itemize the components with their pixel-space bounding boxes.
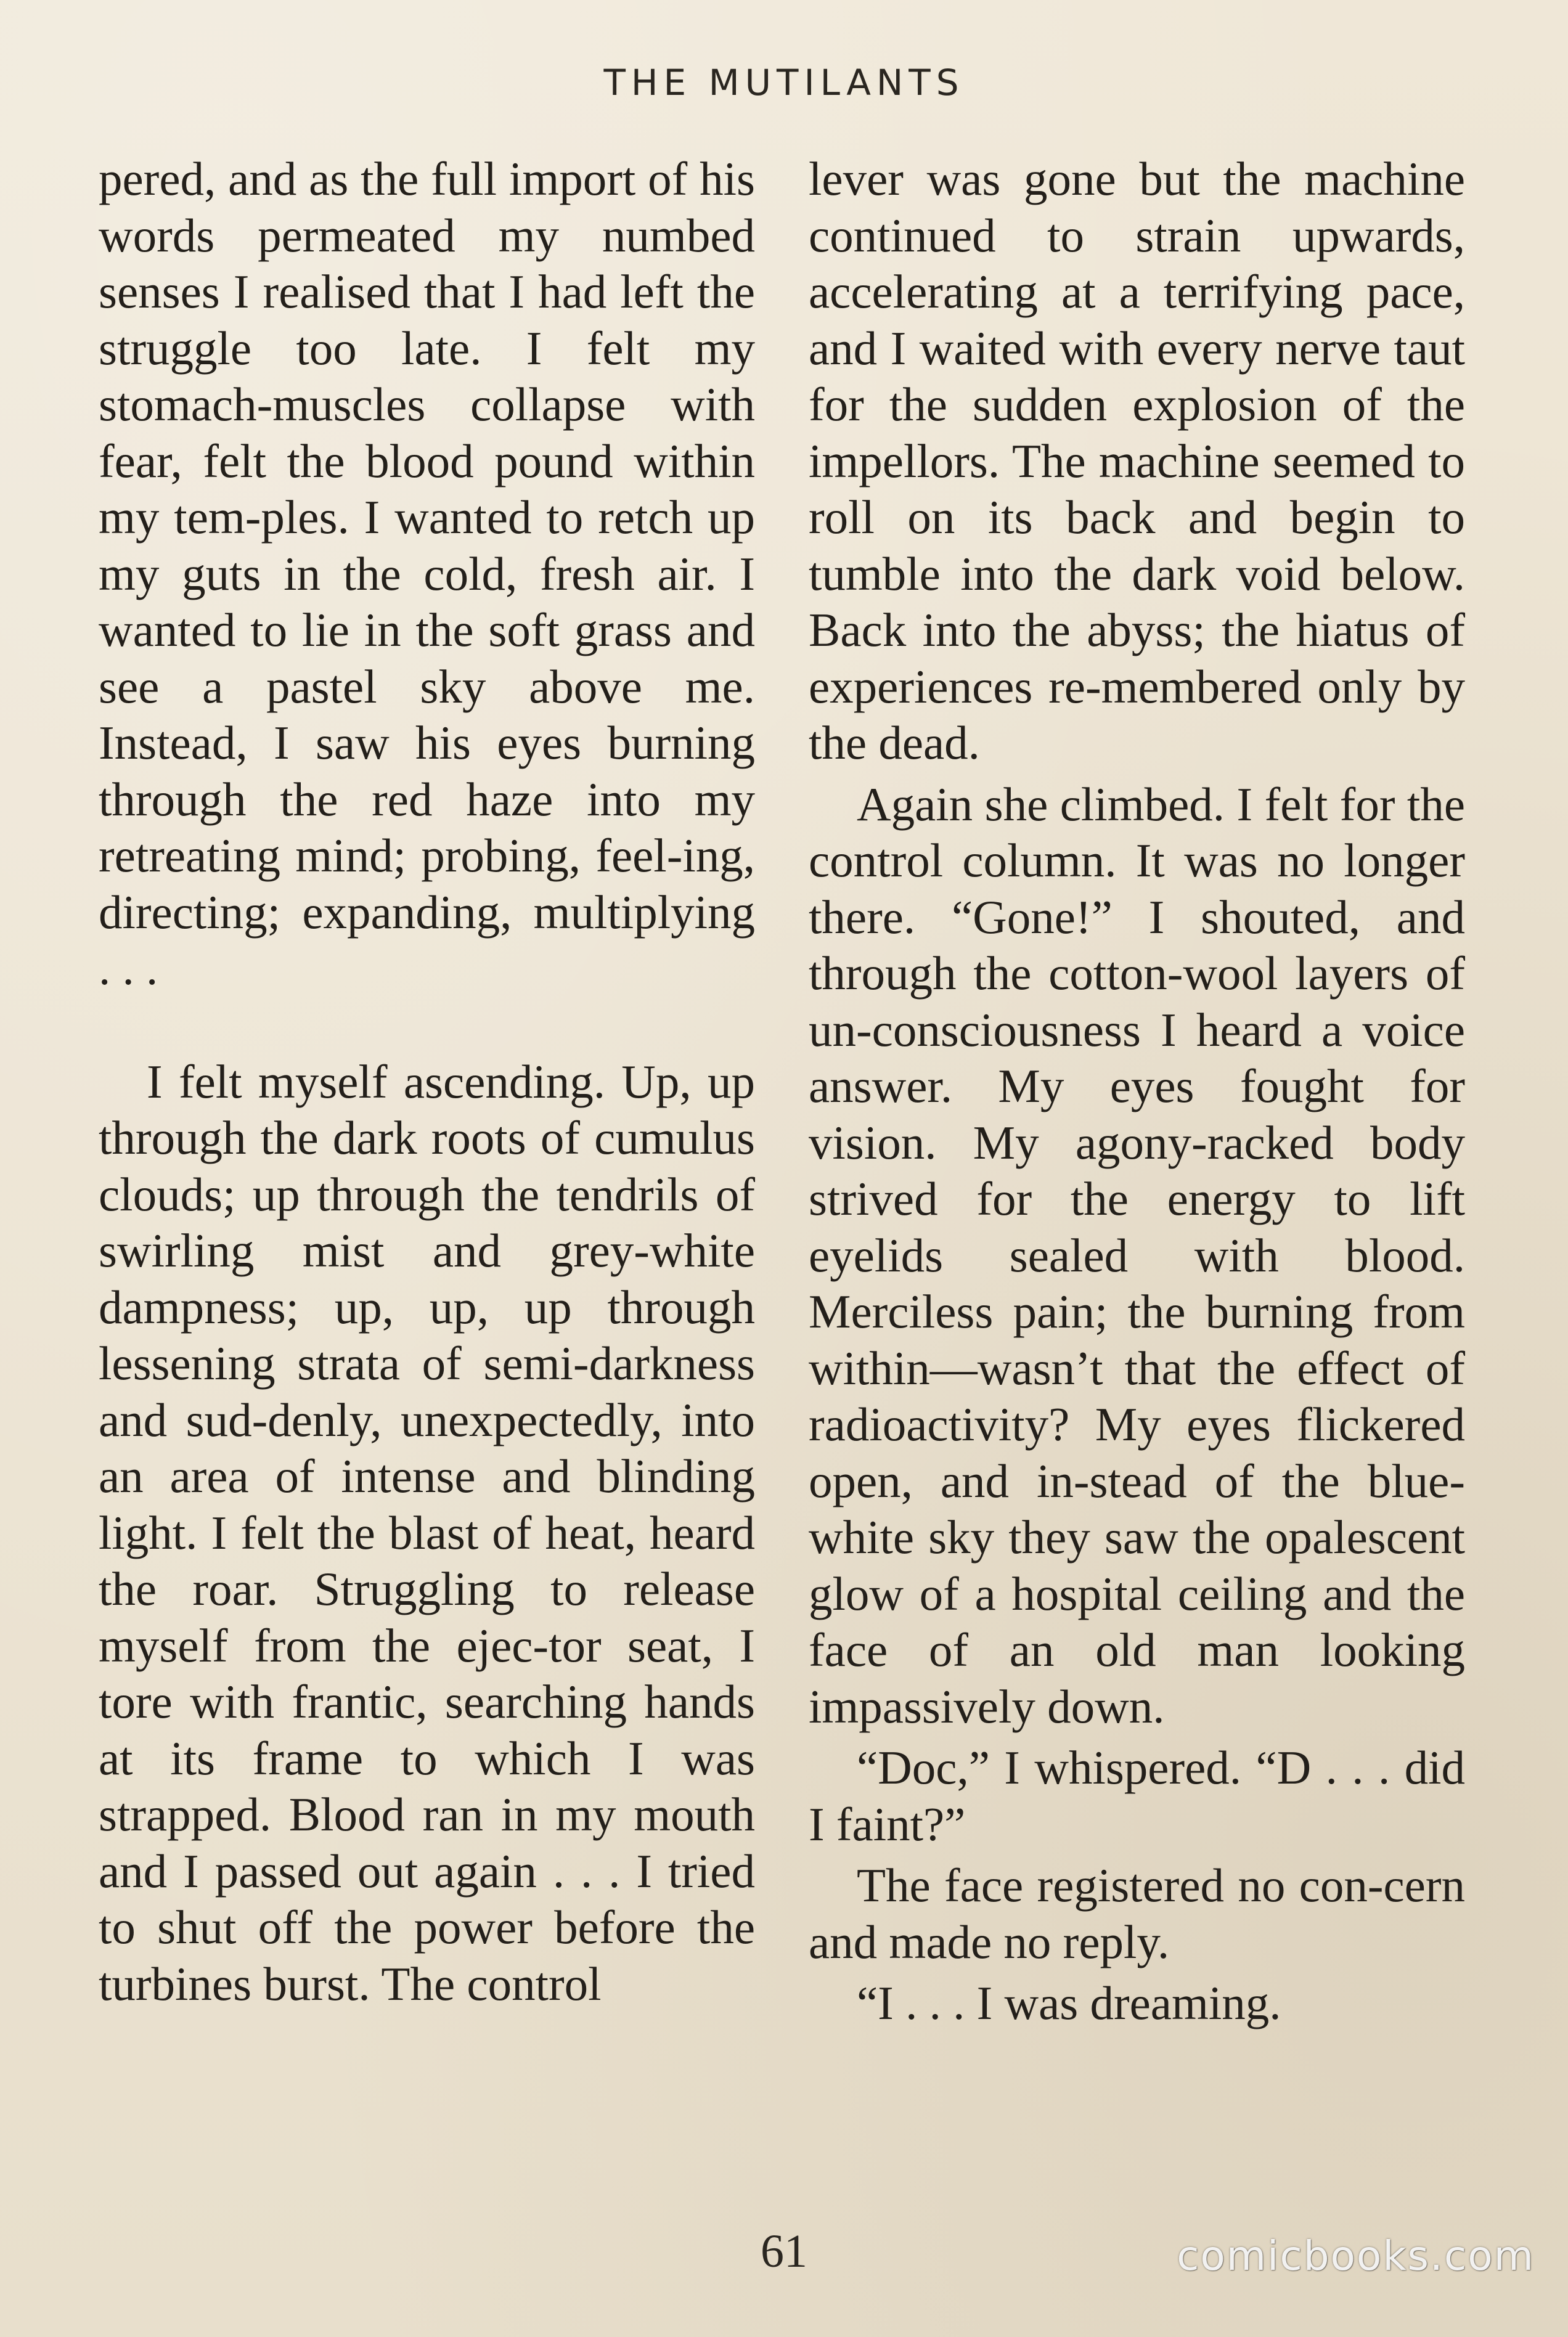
watermark-text: comicbooks.com [1177, 2232, 1535, 2280]
right-text-column [809, 151, 1465, 2032]
paragraph: “I . . . I was dreaming. [857, 1976, 1281, 2029]
paragraph: “Doc,” I whispered. “D . . . did I faint?” [809, 1741, 1465, 1851]
paragraph: lever was gone but the machine continued to strain upwards, accelerating at a terrifying pace, and I waited with every nerve taut for the sudden explosion of the impellors. The machine seemed to roll on its back and begin to tumble into the dark void below. Back into the abyss; the hiatus of experiences re-membered only by the dead. [809, 152, 1465, 769]
running-title: THE MUTILANTS [603, 62, 965, 104]
page-number: 61 [761, 2225, 807, 2277]
paragraph: pered, and as the full import of his words permeated my numbed senses I realised that I had left the struggle too late. I felt my stomach-muscles collapse with fear, felt the blood pound within my tem-ples. I wanted to retch up my guts in the cold, fresh air. I wanted to lie in the soft grass and see a pastel sky above me. Instead, I saw his eyes burning through the red haze into my retreating mind; probing, feel-ing, directing; expanding, multiplying . . . [99, 152, 755, 995]
paragraph: I felt myself ascending. Up, up through the dark roots of cumulus clouds; up through the tendrils of swirling mist and grey-white dampness; up, up, up through lessening strata of semi-darkness and sud-denly, unexpectedly, into an area of intense and blinding light. I felt the blast of heat, heard the roar. Struggling to release myself from the ejec-tor seat, I tore with frantic, searching hands at its frame to which I was strapped. Blood ran in my mouth and I passed out again . . . I tried to shut off the power before the turbines burst. The control [99, 1054, 755, 2010]
left-text-column [99, 151, 755, 2012]
paragraph: The face registered no con-cern and made no reply. [809, 1859, 1465, 1968]
paragraph: Again she climbed. I felt for the control column. It was no longer there. “Gone!” I shouted, and through the cotton-wool layers of un-consciousness I heard a voice answer. My eyes fought for vision. My agony-racked body strived for the energy to lift eyelids sealed with blood. Merciless pain; the burning from within—wasn’t that the effect of radioactivity? My eyes flickered open, and in-stead of the blue-white sky they saw the opalescent glow of a hospital ceiling and the face of an old man looking impassively down. [809, 777, 1465, 1733]
